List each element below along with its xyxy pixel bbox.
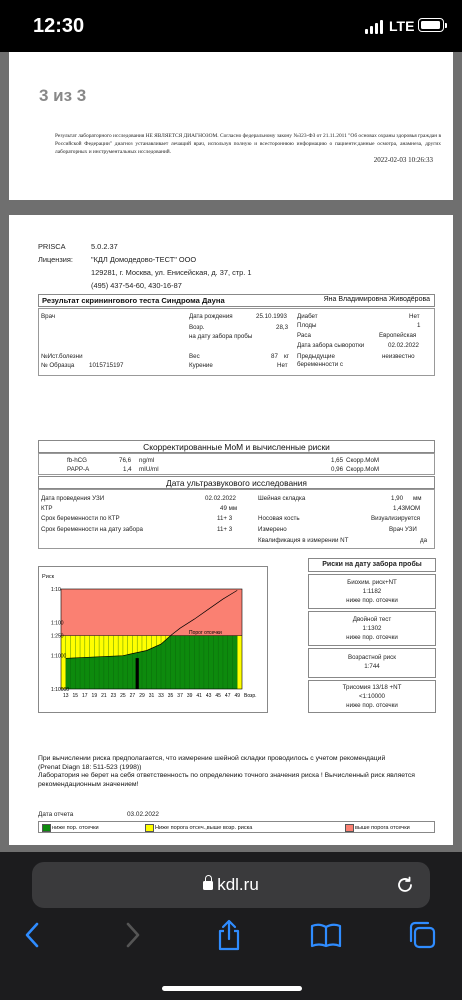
disclaimer-text: Результат лабораторного исследования НЕ ЯВЛЯЕТСЯ ДИАГНОЗОМ. Согласно федеральному закону №323-ФЗ от 21.11.2011 "Об основах охраны здоровья граждан в Российской Федерации" диагноз устанавливает лечащий врач, используя полную и всестороннюю информацию о пациенте:данные осмотра, анамнеза, других лабораторных и инструментальных исследований.: [55, 133, 441, 155]
sample-label: № Образца: [41, 362, 75, 369]
pdf-page-previous: [9, 52, 453, 200]
x-tick-label: 37: [177, 693, 183, 699]
x-tick-label: 45: [215, 693, 221, 699]
document-viewer[interactable]: [0, 52, 462, 852]
risk-chart: [38, 566, 268, 713]
x-tick-label: 27: [129, 693, 136, 699]
legend-swatch-icon: [345, 824, 354, 832]
risk-note: ниже пор. отсечки: [346, 702, 398, 709]
doctor-label: Врач: [41, 313, 56, 320]
sample-value: 1015715197: [89, 362, 124, 369]
chart-y-label: Риск: [42, 574, 55, 580]
birth-value: 25.10.1993: [256, 313, 287, 320]
report-date-label: Дата отчета: [38, 811, 74, 818]
risk-value: <1:10000: [359, 693, 385, 700]
x-tick-label: 47: [224, 693, 231, 699]
smoking-label: Курение: [189, 362, 213, 369]
risk-label: Биохим. риск+NT: [347, 579, 397, 586]
mom-row-value: 1,4: [123, 466, 132, 473]
x-tick-label: 15: [72, 693, 79, 699]
legend-swatch-icon: [42, 824, 51, 832]
x-tick-label: 29: [139, 693, 145, 699]
nt-label: Шейная складка: [258, 495, 306, 502]
weight-unit: кг: [284, 353, 289, 360]
note-reference: (Prenat Diagn 18: 511-523 (1998)): [38, 763, 142, 771]
us-date-value: 02.02.2022: [205, 495, 236, 502]
nt-unit: мм: [413, 495, 422, 502]
risk-value: 1:1302: [362, 625, 382, 632]
above-cutoff-region: [61, 589, 242, 636]
license-label: Лицензия:: [38, 255, 73, 264]
nasal-label: Носовая кость: [258, 515, 300, 522]
y-tick-label: 1:10000: [51, 687, 70, 693]
prev-label-2: беременности с: [297, 361, 343, 368]
battery-icon: [418, 18, 444, 32]
risk-note: ниже пор. отсечки: [346, 597, 398, 604]
mom-row-mom-label: Скорр.MoM: [346, 457, 380, 464]
fetus-label: Плоды: [297, 322, 317, 329]
mom-row-value: 76,6: [119, 457, 132, 464]
y-tick-label: 1:250: [51, 633, 64, 640]
y-tick-label: 1:1000: [51, 653, 67, 660]
reload-icon[interactable]: [394, 874, 416, 896]
ktr-value: 49 мм: [220, 505, 238, 512]
tabs-icon[interactable]: [405, 918, 439, 952]
mom-row-mom: 1,65: [331, 457, 344, 464]
print-timestamp: 2022-02-03 10:26:33: [373, 156, 433, 164]
risk-chart-svg: [39, 567, 267, 712]
result-title: Результат скринингового теста Синдрома Дауна: [42, 296, 225, 305]
x-tick-label: 19: [91, 693, 98, 699]
x-tick-label: 17: [82, 693, 88, 699]
serum-date-label: Дата забора сыворотки: [297, 342, 365, 349]
x-tick-label: 25: [120, 693, 126, 699]
ktr-label: КТР: [41, 505, 53, 512]
x-tick-label: 23: [110, 693, 117, 699]
risk-value: 1:1182: [362, 588, 382, 595]
risks-title: Риски на дату забора пробы: [322, 561, 422, 568]
risk-card: [308, 611, 436, 646]
pdf-page-report: [9, 215, 453, 845]
browser-toolbar: [0, 918, 462, 958]
nasal-value: Визуализируется: [371, 515, 421, 522]
x-tick-label: 35: [167, 693, 174, 699]
weight-label: Вес: [189, 353, 200, 360]
legend-item: ниже пор. отсечки: [42, 823, 99, 832]
patient-marker: [136, 658, 139, 689]
signal-icon: [365, 20, 385, 34]
clock: 12:30: [33, 15, 85, 37]
lab-name: "КДЛ Домодедово-ТЕСТ" ООО: [91, 255, 197, 264]
y-tick-label: 1:10: [51, 587, 61, 593]
legend: [38, 821, 435, 833]
mom-row-unit: mIU/ml: [139, 466, 159, 473]
x-tick-label: 31: [148, 693, 155, 699]
mom-row-mom-label: Скорр.MoM: [346, 466, 380, 473]
bookmarks-icon[interactable]: [309, 918, 343, 952]
term-sample-label: Срок беременности на дату забора: [41, 526, 144, 533]
ist-label: №Ист.болезни: [41, 353, 83, 360]
ultrasound-title-bar: [38, 476, 435, 489]
ultrasound-title: Дата ультразвукового исследования: [166, 478, 307, 488]
diabetes-value: Нет: [409, 313, 420, 320]
smoking-value: Нет: [277, 362, 288, 369]
x-axis-label: Возр.: [244, 693, 257, 699]
measured-value: Врач УЗИ: [389, 526, 417, 533]
race-value: Европейская: [379, 332, 417, 339]
x-tick-label: 21: [101, 693, 107, 699]
note-liability: Лаборатория не берет на себя ответственность по определению точного значения риска ! Вычисленный риск является рекомендационным значением!: [38, 772, 415, 788]
notes-block: [38, 755, 438, 789]
age-value: 28,3: [276, 324, 289, 331]
x-tick-label: 33: [158, 693, 164, 699]
x-tick-label: 13: [62, 693, 69, 699]
risk-note: ниже пор. отсечки: [346, 634, 398, 641]
x-tick-label: 49: [234, 693, 241, 699]
status-bar: [0, 0, 462, 52]
home-indicator: [162, 986, 302, 991]
risk-label: Трисомия 13/18 +NT: [342, 684, 402, 691]
risks-title-bar: [308, 558, 436, 572]
risk-label: Двойной тест: [352, 616, 392, 623]
risk-card: [308, 574, 436, 609]
term-ktr-label: Срок беременности по КТР: [41, 515, 120, 522]
x-tick-label: 41: [196, 693, 202, 699]
report-date-value: 03.02.2022: [127, 811, 159, 818]
mom-row-name: fb-hCG: [67, 457, 87, 464]
forward-icon[interactable]: [115, 918, 149, 952]
share-icon[interactable]: [212, 918, 246, 952]
program-name: PRISCA: [38, 242, 66, 251]
y-tick-label: 1:100: [51, 620, 64, 627]
risk-card: [308, 680, 436, 713]
result-title-bar: [38, 294, 435, 307]
qual-label: Квалификация в измерении NT: [258, 537, 349, 544]
lab-phone: (495) 437-54-60, 430-16-87: [91, 281, 182, 290]
measured-label: Измерено: [258, 526, 287, 533]
race-label: Раса: [297, 332, 311, 339]
diabetes-label: Диабет: [297, 313, 318, 320]
nt-mom: 1,43MOM: [393, 505, 421, 512]
legend-swatch-icon: [145, 824, 154, 832]
address-bar[interactable]: [32, 862, 430, 908]
browser-chrome: [0, 852, 462, 1000]
mom-title-bar: [38, 440, 435, 453]
risk-label: Возрастной риск: [348, 654, 396, 661]
weight-value: 87: [271, 353, 278, 360]
serum-date-value: 02.02.2022: [388, 342, 419, 349]
mom-title: Скорректированные МоМ и вычисленные риски: [143, 442, 330, 452]
qual-value: да: [420, 537, 428, 544]
term-sample-value: 11+ 3: [217, 526, 233, 533]
back-icon[interactable]: [16, 918, 50, 952]
lock-icon: [203, 881, 213, 890]
risk-value: 1:744: [364, 663, 380, 670]
network-type: LTE: [389, 18, 415, 34]
mom-row-unit: ng/ml: [139, 457, 155, 464]
url-text: kdl.ru: [217, 875, 259, 894]
age-label: Возр.: [189, 324, 205, 331]
mom-row-mom: 0,96: [331, 466, 344, 473]
patient-name: Яна Владимировна Живодёрова: [323, 296, 430, 303]
prev-value: неизвестно: [382, 353, 415, 360]
age-label-2: на дату забора пробы: [189, 333, 253, 340]
x-tick-label: 43: [205, 693, 212, 699]
note-recommendation: При вычислении риска предполагается, что измерение шейной складки проводилось с учетом рекомендаций: [38, 755, 386, 762]
us-date-label: Дата проведения УЗИ: [41, 495, 105, 502]
program-version: 5.0.2.37: [91, 242, 118, 251]
prev-label: Предыдущие: [297, 353, 335, 360]
risk-card: [308, 648, 436, 678]
birth-label: Дата рождения: [189, 313, 233, 320]
fetus-value: 1: [417, 322, 421, 329]
legend-item: выше порога отсечки: [345, 823, 410, 832]
url-display[interactable]: [32, 875, 430, 895]
mom-row-name: PAPP-A: [67, 466, 90, 473]
lab-address: 129281, г. Москва, ул. Енисейская, д. 37, стр. 1: [91, 268, 252, 277]
nt-value: 1,90: [391, 495, 404, 502]
cutoff-label: Порог отсечки: [189, 630, 222, 637]
legend-item: Ниже порога отсеч.,выше возр. риска: [145, 823, 252, 832]
term-ktr-value: 11+ 3: [217, 515, 233, 522]
x-tick-label: 39: [186, 693, 193, 699]
page-counter: 3 из 3: [39, 86, 87, 105]
